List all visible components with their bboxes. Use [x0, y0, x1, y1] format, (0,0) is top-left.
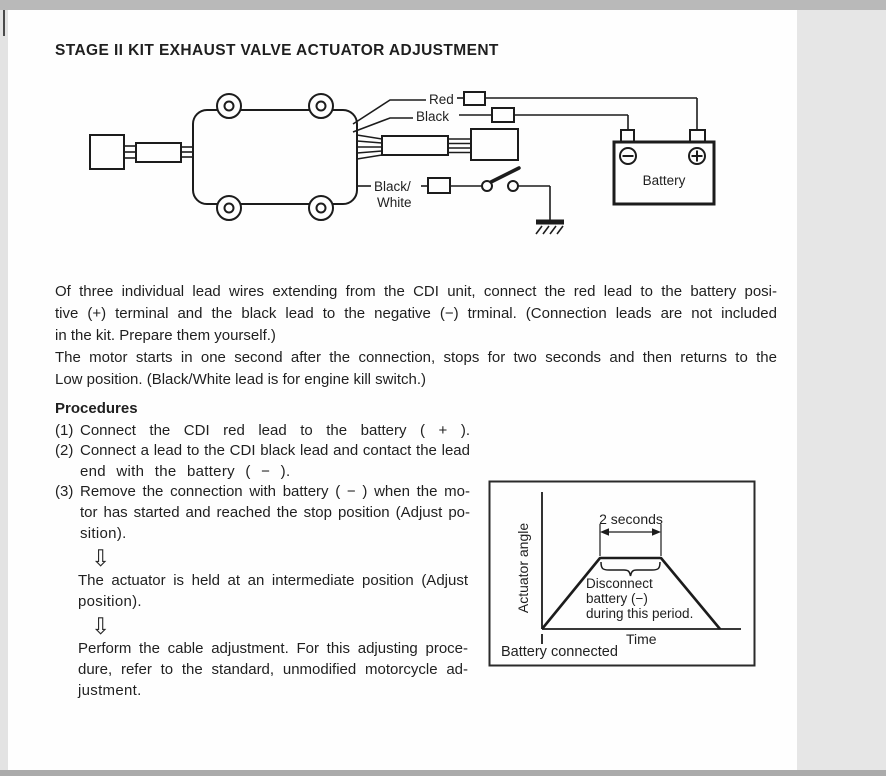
actuator-angle-chart — [488, 480, 758, 670]
scan-margin-right — [797, 10, 886, 776]
annotation-line: battery (−) — [586, 591, 648, 606]
battery-pos-post — [690, 130, 705, 142]
red-lead-connector — [464, 92, 485, 105]
procedure-step-2: (2) Connect a lead to the CDI black lead and contact the lead end with the battery ( − ). — [55, 442, 470, 480]
scan-margin-bottom — [0, 770, 886, 776]
procedures-heading: Procedures — [55, 400, 138, 417]
battery-plus-terminal-icon — [689, 148, 705, 164]
scan-margin-left — [0, 10, 8, 776]
intro-line: Low position. (Black/White lead is for engine kill switch.) — [55, 371, 426, 388]
black-white-lead-wire — [357, 168, 564, 234]
scan-artifact-line — [3, 10, 5, 36]
flow-down-arrow-icon: ⇩ — [91, 545, 111, 572]
origin-label: Battery connected — [501, 644, 618, 660]
red-lead-wire — [353, 92, 697, 130]
harness-connector-block — [471, 129, 518, 160]
flow-down-arrow-icon: ⇩ — [91, 613, 111, 640]
left-connector — [90, 135, 193, 169]
x-axis-label: Time — [626, 631, 657, 647]
black-white-label-2: White — [377, 195, 412, 210]
red-wire-label: Red — [429, 92, 454, 107]
procedure-step-1: (1) Connect the CDI red lead to the battery ( + ). — [55, 421, 470, 442]
battery-minus-terminal-icon — [620, 148, 636, 164]
kill-switch-icon — [482, 168, 519, 191]
harness-bundle — [357, 129, 518, 160]
black-white-connector — [428, 178, 450, 193]
brace-icon — [601, 562, 660, 576]
battery-neg-post — [621, 130, 634, 142]
battery-symbol — [614, 130, 714, 204]
y-axis-label: Actuator angle — [515, 522, 531, 614]
plateau-annotation — [586, 562, 693, 621]
cdi-unit — [193, 94, 357, 220]
ground-icon — [536, 222, 564, 234]
intro-line: in the kit. Prepare them yourself.) — [55, 327, 276, 344]
wiring-diagram — [0, 0, 886, 270]
black-white-label-1: Black/ — [374, 179, 411, 194]
procedures-section — [55, 399, 470, 701]
step-marker: (3) — [55, 483, 74, 501]
annotation-line: Disconnect — [586, 576, 653, 591]
page-title: STAGE II KIT EXHAUST VALVE ACTUATOR ADJUSTMENT — [55, 42, 499, 59]
duration-measure — [599, 511, 663, 556]
duration-label: 2 seconds — [599, 511, 663, 527]
battery-label: Battery — [642, 173, 686, 188]
annotation-line: during this period. — [586, 606, 694, 621]
procedure-result-2: Perform the cable adjustment. For this adjusting proce- dure, refer to the standard, unmodified motorcycle ad- justment. — [78, 640, 468, 699]
black-lead-connector — [492, 108, 514, 122]
step-marker: (2) — [55, 442, 74, 460]
intro-paragraphs — [55, 281, 777, 391]
intro-line: Of three individual lead wires extending from the CDI unit, connect the red lead to the battery posi- — [55, 283, 777, 300]
black-wire-label: Black — [416, 109, 450, 124]
intro-line: tive (+) terminal and the black lead to the negative (−) trminal. (Connection leads are not included — [55, 305, 777, 322]
procedure-step-3: (3) Remove the connection with battery ( − ) when the mo- tor has started and reached the stop position (Adjust po- sition). — [55, 483, 470, 542]
scan-margin-top — [0, 0, 886, 10]
intro-line: The motor starts in one second after the connection, stops for two seconds and then returns to the — [55, 349, 777, 366]
procedure-result-1: The actuator is held at an intermediate position (Adjust position). — [78, 572, 468, 610]
harness-sleeve — [382, 136, 448, 155]
step-marker: (1) — [55, 421, 74, 439]
